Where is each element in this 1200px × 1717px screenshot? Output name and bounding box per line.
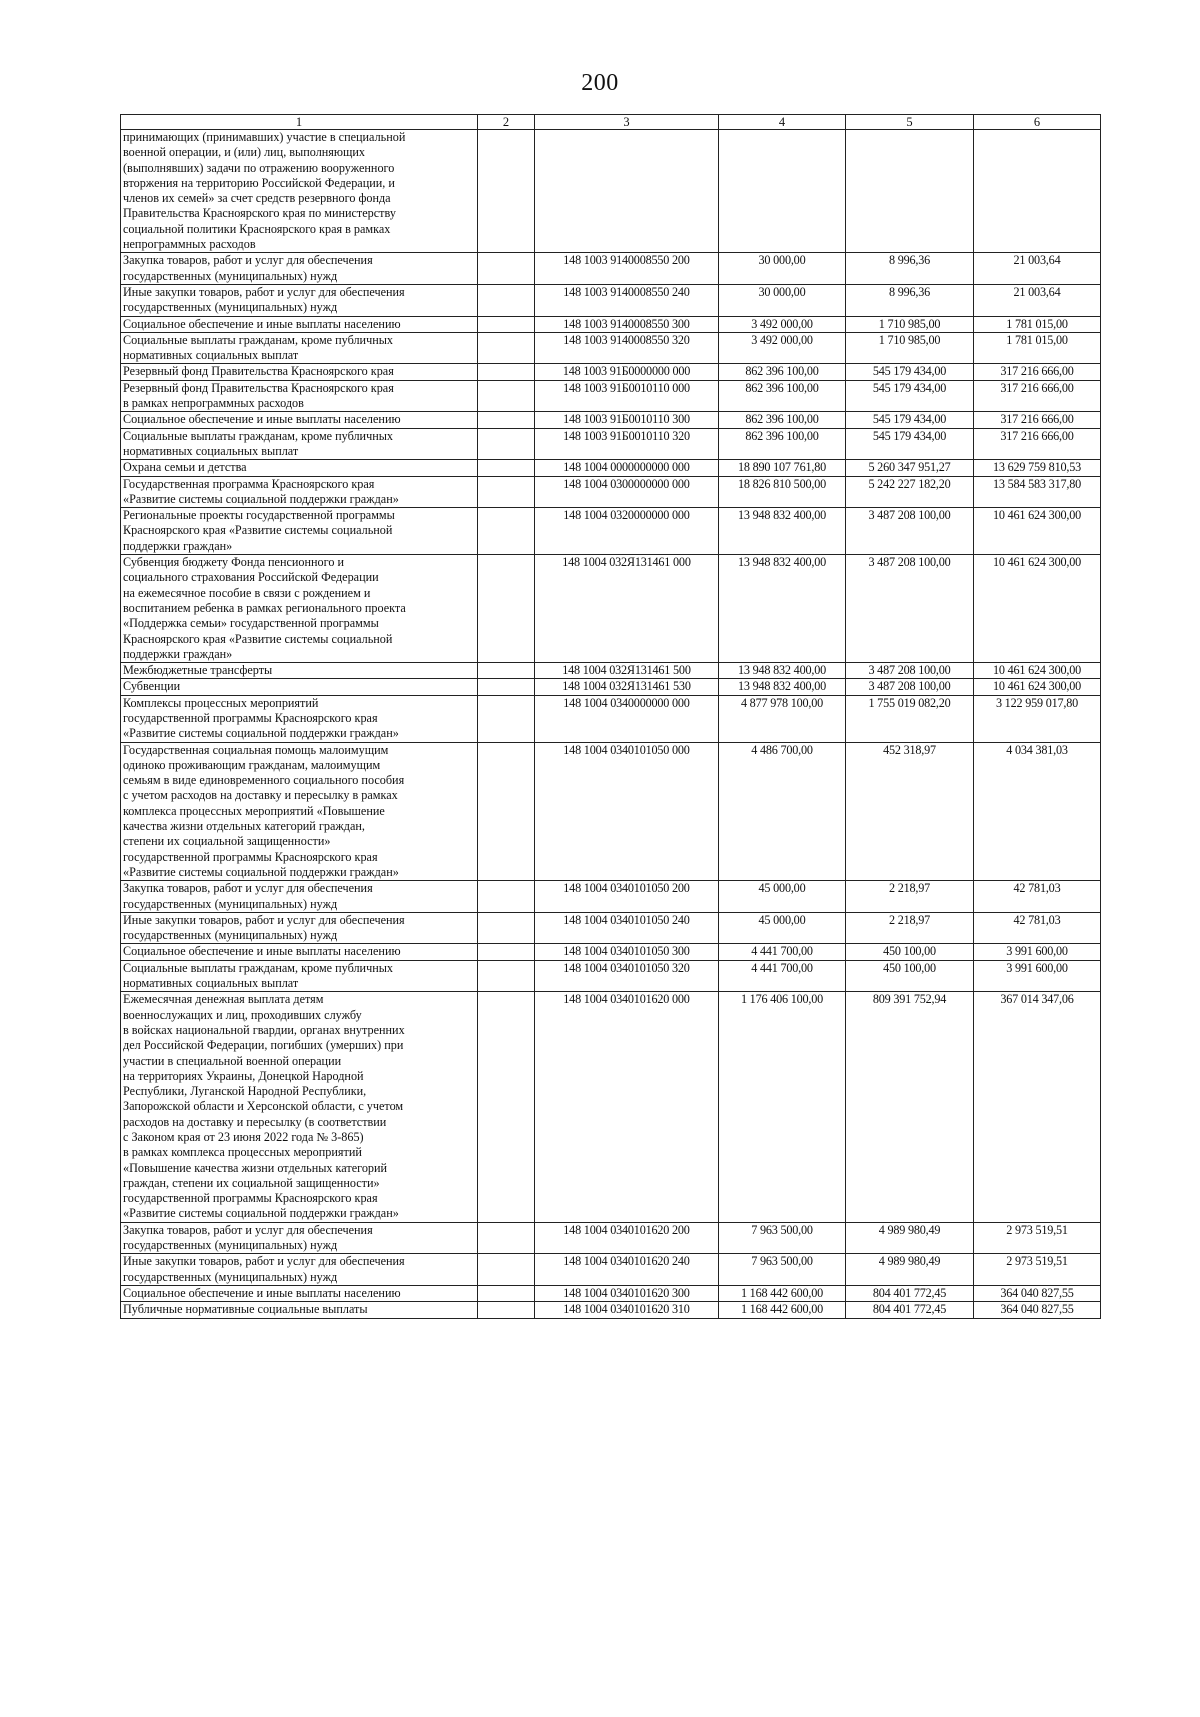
row-empty-cell [478,316,535,332]
row-name-cell: принимающих (принимавших) участие в специальной военной операции, и (или) лиц, выполняющих (выполнявших) задачи по отражению вооруженного вторжения на территорию Российской Федерации, и членов их семей» за счет средств резервного фонда Правительства Красноярского края по министерству социальной политики Красноярского края в рамках непрограммных расходов [121,130,478,253]
row-empty-cell [478,992,535,1222]
row-amount-col4-cell: 30 000,00 [719,284,846,316]
column-header-6: 6 [974,115,1101,130]
table-row [121,364,1101,380]
row-name-cell: Комплексы процессных мероприятий государственной программы Красноярского края «Развитие системы социальной поддержки граждан» [121,695,478,742]
table-row [121,460,1101,476]
row-amount-col4-cell: 862 396 100,00 [719,412,846,428]
row-amount-col6-cell: 2 973 519,51 [974,1254,1101,1286]
row-amount-col4-cell: 13 948 832 400,00 [719,679,846,695]
row-amount-col6-cell: 3 122 959 017,80 [974,695,1101,742]
row-amount-col5-cell: 545 179 434,00 [846,364,974,380]
table-row [121,428,1101,460]
row-amount-col4-cell [719,130,846,253]
row-amount-col4-cell: 7 963 500,00 [719,1222,846,1254]
row-amount-col6-cell: 21 003,64 [974,284,1101,316]
row-amount-col4-cell: 7 963 500,00 [719,1254,846,1286]
row-amount-col5-cell: 545 179 434,00 [846,412,974,428]
row-amount-col5-cell: 2 218,97 [846,912,974,944]
row-amount-col5-cell: 5 242 227 182,20 [846,476,974,508]
row-amount-col6-cell: 367 014 347,06 [974,992,1101,1222]
row-amount-col5-cell: 3 487 208 100,00 [846,679,974,695]
page-number: 200 [581,70,619,96]
row-amount-col6-cell: 1 781 015,00 [974,316,1101,332]
row-amount-col6-cell: 13 584 583 317,80 [974,476,1101,508]
row-amount-col5-cell: 4 989 980,49 [846,1254,974,1286]
table-row [121,1254,1101,1286]
row-code-cell: 148 1003 9140008550 300 [535,316,719,332]
table-row [121,944,1101,960]
table-row [121,380,1101,412]
table-body [121,130,1101,1319]
row-name-cell: Субвенция бюджету Фонда пенсионного и социального страхования Российской Федерации на ежемесячное пособие в связи с рождением и воспитанием ребенка в рамках регионального проекта «Поддержка семьи» государственной программы Красноярского края «Развитие системы социальной поддержки граждан» [121,555,478,663]
table-row [121,992,1101,1222]
row-code-cell: 148 1003 9140008550 240 [535,284,719,316]
row-name-cell: Социальное обеспечение и иные выплаты населению [121,944,478,960]
row-code-cell: 148 1004 032Я131461 500 [535,663,719,679]
row-code-cell: 148 1004 0340101620 200 [535,1222,719,1254]
table-row [121,1302,1101,1318]
table-row [121,679,1101,695]
row-empty-cell [478,944,535,960]
row-amount-col4-cell: 4 441 700,00 [719,960,846,992]
table-row [121,695,1101,742]
row-name-cell: Государственная социальная помощь малоимущим одиноко проживающим гражданам, малоимущим семьям в виде единовременного социального пособия с учетом расходов на доставку и пересылку в рамках комплекса процессных мероприятий «Повышение качества жизни отдельных категорий граждан, степени их социальной защищенности» государственной программы Красноярского края «Развитие системы социальной поддержки граждан» [121,742,478,881]
table-row [121,912,1101,944]
row-amount-col6-cell: 364 040 827,55 [974,1285,1101,1301]
row-amount-col6-cell: 13 629 759 810,53 [974,460,1101,476]
row-code-cell: 148 1003 9140008550 320 [535,332,719,364]
row-empty-cell [478,960,535,992]
row-amount-col5-cell: 1 710 985,00 [846,316,974,332]
row-amount-col4-cell: 4 486 700,00 [719,742,846,881]
row-code-cell: 148 1004 0340101050 240 [535,912,719,944]
row-name-cell: Региональные проекты государственной программы Красноярского края «Развитие системы социальной поддержки граждан» [121,508,478,555]
row-empty-cell [478,663,535,679]
row-name-cell: Субвенции [121,679,478,695]
row-amount-col5-cell: 452 318,97 [846,742,974,881]
row-empty-cell [478,253,535,285]
row-empty-cell [478,912,535,944]
row-name-cell: Социальное обеспечение и иные выплаты населению [121,1285,478,1301]
row-code-cell: 148 1004 0340101050 320 [535,960,719,992]
row-code-cell: 148 1004 032Я131461 530 [535,679,719,695]
row-amount-col4-cell: 13 948 832 400,00 [719,555,846,663]
row-empty-cell [478,1222,535,1254]
row-empty-cell [478,1285,535,1301]
row-name-cell: Социальные выплаты гражданам, кроме публичных нормативных социальных выплат [121,332,478,364]
row-amount-col4-cell: 4 877 978 100,00 [719,695,846,742]
table-row [121,663,1101,679]
row-name-cell: Закупка товаров, работ и услуг для обеспечения государственных (муниципальных) нужд [121,1222,478,1254]
row-empty-cell [478,476,535,508]
table-row [121,1222,1101,1254]
row-amount-col6-cell: 2 973 519,51 [974,1222,1101,1254]
row-name-cell: Иные закупки товаров, работ и услуг для обеспечения государственных (муниципальных) нужд [121,284,478,316]
row-code-cell: 148 1003 9140008550 200 [535,253,719,285]
row-amount-col4-cell: 30 000,00 [719,253,846,285]
row-amount-col6-cell: 21 003,64 [974,253,1101,285]
row-name-cell: Социальные выплаты гражданам, кроме публичных нормативных социальных выплат [121,960,478,992]
row-code-cell: 148 1004 0340000000 000 [535,695,719,742]
row-empty-cell [478,881,535,913]
table-row [121,881,1101,913]
row-amount-col6-cell: 10 461 624 300,00 [974,679,1101,695]
row-amount-col5-cell: 1 710 985,00 [846,332,974,364]
column-header-2: 2 [478,115,535,130]
row-amount-col4-cell: 45 000,00 [719,881,846,913]
row-empty-cell [478,364,535,380]
row-amount-col4-cell: 13 948 832 400,00 [719,508,846,555]
row-amount-col5-cell: 2 218,97 [846,881,974,913]
row-amount-col4-cell: 1 176 406 100,00 [719,992,846,1222]
row-amount-col4-cell: 3 492 000,00 [719,332,846,364]
table-row [121,253,1101,285]
row-empty-cell [478,460,535,476]
row-amount-col6-cell: 10 461 624 300,00 [974,508,1101,555]
row-code-cell: 148 1004 0000000000 000 [535,460,719,476]
row-code-cell: 148 1004 0320000000 000 [535,508,719,555]
row-amount-col4-cell: 862 396 100,00 [719,428,846,460]
row-amount-col5-cell: 3 487 208 100,00 [846,508,974,555]
row-name-cell: Социальное обеспечение и иные выплаты населению [121,316,478,332]
row-name-cell: Иные закупки товаров, работ и услуг для обеспечения государственных (муниципальных) нужд [121,1254,478,1286]
row-empty-cell [478,555,535,663]
column-header-4: 4 [719,115,846,130]
row-amount-col6-cell: 1 781 015,00 [974,332,1101,364]
row-name-cell: Ежемесячная денежная выплата детям военнослужащих и лиц, проходивших службу в войсках национальной гвардии, органах внутренних дел Российской Федерации, погибших (умерших) при участии в специальной военной операции на территориях Украины, Донецкой Народной Республики, Луганской Народной Республики, Запорожской области и Херсонской области, с учетом расходов на доставку и пересылку (в соответствии с Законом края от 23 июня 2022 года № 3-865) в рамках комплекса процессных мероприятий «Повышение качества жизни отдельных категорий граждан, степени их социальной защищенности» государственной программы Красноярского края «Развитие системы социальной поддержки граждан» [121,992,478,1222]
row-empty-cell [478,679,535,695]
row-amount-col4-cell: 4 441 700,00 [719,944,846,960]
row-code-cell: 148 1004 0340101050 200 [535,881,719,913]
row-amount-col6-cell: 317 216 666,00 [974,380,1101,412]
row-amount-col5-cell: 3 487 208 100,00 [846,555,974,663]
row-name-cell: Межбюджетные трансферты [121,663,478,679]
row-amount-col5-cell: 809 391 752,94 [846,992,974,1222]
budget-table [120,114,1101,1319]
table-row [121,316,1101,332]
row-amount-col5-cell: 3 487 208 100,00 [846,663,974,679]
row-name-cell: Иные закупки товаров, работ и услуг для обеспечения государственных (муниципальных) нужд [121,912,478,944]
row-amount-col6-cell: 10 461 624 300,00 [974,663,1101,679]
table-row [121,555,1101,663]
table-row [121,1285,1101,1301]
row-amount-col4-cell: 13 948 832 400,00 [719,663,846,679]
table-row [121,960,1101,992]
row-amount-col6-cell [974,130,1101,253]
row-code-cell [535,130,719,253]
row-code-cell: 148 1004 0340101620 000 [535,992,719,1222]
row-empty-cell [478,284,535,316]
row-code-cell: 148 1004 0340101620 310 [535,1302,719,1318]
row-empty-cell [478,742,535,881]
row-name-cell: Социальное обеспечение и иные выплаты населению [121,412,478,428]
row-name-cell: Публичные нормативные социальные выплаты [121,1302,478,1318]
row-name-cell: Государственная программа Красноярского края «Развитие системы социальной поддержки граждан» [121,476,478,508]
row-empty-cell [478,695,535,742]
row-name-cell: Охрана семьи и детства [121,460,478,476]
row-empty-cell [478,1302,535,1318]
row-amount-col5-cell: 545 179 434,00 [846,428,974,460]
row-amount-col4-cell: 18 890 107 761,80 [719,460,846,476]
row-empty-cell [478,508,535,555]
row-empty-cell [478,1254,535,1286]
row-amount-col5-cell: 8 996,36 [846,284,974,316]
row-amount-col4-cell: 3 492 000,00 [719,316,846,332]
row-amount-col6-cell: 317 216 666,00 [974,428,1101,460]
row-code-cell: 148 1004 0340101620 300 [535,1285,719,1301]
row-amount-col5-cell: 545 179 434,00 [846,380,974,412]
row-amount-col6-cell: 364 040 827,55 [974,1302,1101,1318]
row-code-cell: 148 1003 91Б0010110 300 [535,412,719,428]
row-empty-cell [478,130,535,253]
row-amount-col5-cell: 450 100,00 [846,960,974,992]
table-header-row [121,115,1101,130]
row-code-cell: 148 1004 032Я131461 000 [535,555,719,663]
row-name-cell: Закупка товаров, работ и услуг для обеспечения государственных (муниципальных) нужд [121,253,478,285]
row-amount-col5-cell: 804 401 772,45 [846,1302,974,1318]
row-amount-col6-cell: 317 216 666,00 [974,364,1101,380]
row-empty-cell [478,412,535,428]
row-amount-col6-cell: 3 991 600,00 [974,960,1101,992]
row-name-cell: Закупка товаров, работ и услуг для обеспечения государственных (муниципальных) нужд [121,881,478,913]
row-empty-cell [478,380,535,412]
row-amount-col4-cell: 18 826 810 500,00 [719,476,846,508]
row-empty-cell [478,332,535,364]
row-amount-col6-cell: 42 781,03 [974,881,1101,913]
table-row [121,508,1101,555]
column-header-1: 1 [121,115,478,130]
column-header-5: 5 [846,115,974,130]
row-amount-col6-cell: 317 216 666,00 [974,412,1101,428]
row-code-cell: 148 1003 91Б0010110 320 [535,428,719,460]
table-row [121,130,1101,253]
row-amount-col6-cell: 10 461 624 300,00 [974,555,1101,663]
row-amount-col5-cell: 8 996,36 [846,253,974,285]
row-amount-col5-cell: 450 100,00 [846,944,974,960]
row-amount-col4-cell: 1 168 442 600,00 [719,1302,846,1318]
row-amount-col5-cell: 5 260 347 951,27 [846,460,974,476]
row-code-cell: 148 1004 0300000000 000 [535,476,719,508]
row-code-cell: 148 1003 91Б0000000 000 [535,364,719,380]
row-amount-col5-cell: 804 401 772,45 [846,1285,974,1301]
table-row [121,412,1101,428]
row-amount-col4-cell: 45 000,00 [719,912,846,944]
row-amount-col4-cell: 862 396 100,00 [719,380,846,412]
column-header-3: 3 [535,115,719,130]
row-name-cell: Социальные выплаты гражданам, кроме публичных нормативных социальных выплат [121,428,478,460]
row-amount-col5-cell: 4 989 980,49 [846,1222,974,1254]
row-amount-col5-cell [846,130,974,253]
table-row [121,284,1101,316]
row-name-cell: Резервный фонд Правительства Красноярского края [121,364,478,380]
row-code-cell: 148 1004 0340101050 000 [535,742,719,881]
row-amount-col4-cell: 862 396 100,00 [719,364,846,380]
table-row [121,742,1101,881]
row-amount-col5-cell: 1 755 019 082,20 [846,695,974,742]
row-amount-col6-cell: 3 991 600,00 [974,944,1101,960]
row-amount-col4-cell: 1 168 442 600,00 [719,1285,846,1301]
row-code-cell: 148 1004 0340101050 300 [535,944,719,960]
table-row [121,476,1101,508]
row-name-cell: Резервный фонд Правительства Красноярского края в рамках непрограммных расходов [121,380,478,412]
row-code-cell: 148 1003 91Б0010110 000 [535,380,719,412]
row-amount-col6-cell: 42 781,03 [974,912,1101,944]
row-amount-col6-cell: 4 034 381,03 [974,742,1101,881]
row-empty-cell [478,428,535,460]
row-code-cell: 148 1004 0340101620 240 [535,1254,719,1286]
table-row [121,332,1101,364]
